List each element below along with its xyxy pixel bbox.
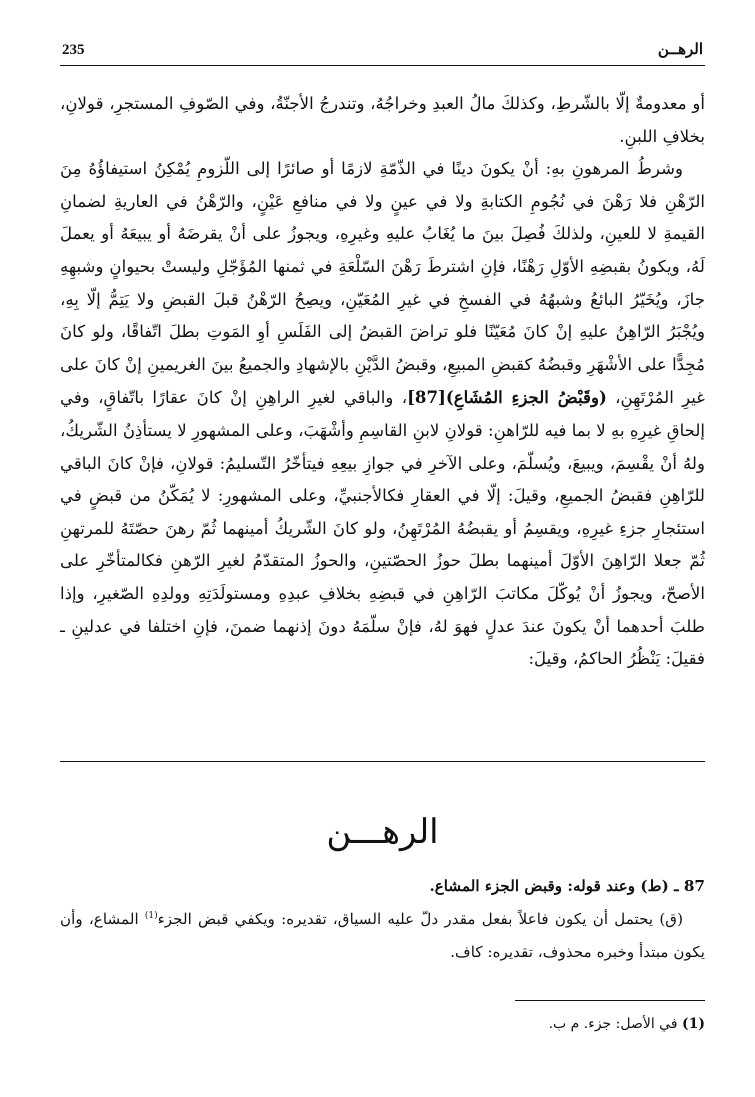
paragraph-2-line-4: يقرضَهُ أو يبيعَهُ أو يعملَ لَهُ، ويكونُ بقبضِهِ الأوّلِ رَهْنًا، فإنِ اشترطَ رَهْنَ السّلْعَةِ في ثمنها	[60, 224, 705, 276]
commentary-body-text: (ق) يحتمل أن يكون فاعلاً بفعل مقدر دلّ عليه السياق، تقديره: ويكفي قبض الجزء	[157, 910, 683, 928]
commentary-title: الرهـــن	[326, 812, 439, 852]
paragraph-1	[60, 88, 705, 153]
paragraph-2-continuation: ، والباقي لغيرِ الراهِنِ إنْ كانَ عقارًا باتّفاقٍ، وفي إلحاقِ غيرِهِ بهِ لا بما فيه للرّاهنِ: قولانِ لابنِ القاسِمِ وأشْهَبَ، وعلى المشهورِ لا يستأذِنُ الشّريكُ، ولهُ أنْ يقْسِمَ، ويبيعَ، ويُسلّمَ، وعلى الآخرِ في جوازِ بيعِهِ فيتأخّرُ التّسليمُ: قولانِ، فإنْ كانَ الباقي للرّاهِنِ فقبضُ الجميعِ، وقيلَ: إلّا في العقارِ فكالأجنبيِّ، وعلى المشهورِ: لا يُمَكّنُ من قبضٍ في استئجارِ جزءِ غيرِهِ، ويقسِمُ أو يقبضُهُ المُرْتَهِنُ، ولو كانَ الشّريكُ أمينهما ثُمّ رهنَ حصّتَهُ للمرتهنِ ثُمّ جعلا الرّاهِنَ الأوّلَ أمينهما بطلَ حوزُ الحصّتينِ، والحوزُ المتقدّمُ لغيرِ الرّهنِ فكالمتأخّرِ على الأصحّ، ويجوزُ أنْ يُوكّلَ مكاتبَ الرّاهِنِ في قبضِهِ بخلافِ عبدِهِ ومستولَدَتِهِ وولدِهِ الصّغيرِ، وإذا طلبَ أحدهما أنْ يكونَ عندَ عدلٍ فهوَ لهُ، فإنْ سلّمَهُ دونَ إذنهما ضمنَ، فإنِ اختلفا في عدلينِ ـ فقيلَ: يَنْظُرُ الحاكمُ، وقيلَ:	[60, 388, 705, 669]
lemma-phrase: (وقَبْضُ الجزءِ المُشَاعِ)	[445, 387, 607, 408]
page-number: 235	[62, 42, 85, 58]
paragraph-1-line-2: المستجرِ، قولانِ، بخلافِ اللبنِ.	[60, 94, 705, 146]
commentary-body	[60, 903, 705, 969]
commentary-entry-label: 87 ـ (ط) وعند قوله: وقبض الجزء المشاع.	[429, 877, 705, 895]
commentary-reference: [87]	[407, 387, 446, 408]
paragraph-2-line-3: العاريةِ لضمانِ القيمةِ لا للعينِ، ولذلكَ فُصِلَ بينَ ما يُغَابُ عليهِ وغيرِهِ، ويجوزُ على أنْ	[60, 191, 705, 244]
footnote-text: في الأصل: جزء. م ب.	[548, 1016, 682, 1032]
commentary-body-continuation: المشاع، وأن يكون مبتدأ وخبره محذوف، تقديره: كاف.	[60, 910, 705, 961]
footnote-rule	[515, 1000, 705, 1001]
section-divider	[60, 761, 705, 762]
paragraph-2-line-1: وشرطُ المرهونِ بهِ: أنْ يكونَ دينًا في الذّمّةِ لازمًا أو صائرًا إلى اللّزومِ يُمْكِنُ	[154, 159, 684, 179]
paragraph-2-line-2: استيفاؤُهُ مِنَ الرّهْنِ فلا رَهْنَ في نُجُومِ الكتابةِ ولا في عينٍ ولا في منافعِ عَيْنٍ، والرّهْنُ في	[60, 159, 705, 211]
paragraph-2-line-5: المُؤَجّلِ وليستْ بحيوانٍ وشبهِهِ جازَ، ويُخَيّرُ البائعُ وشبهُهُ في الفسخِ في غيرِ المُعَيّنِ،	[60, 256, 705, 309]
page-header	[60, 40, 705, 66]
paragraph-2-line-7: القبضُ إلى الفَلَسِ أوِ المَوتِ بطلَ اتّفاقًا، ولو كانَ مُجِدًّا على الأشْهَرِ وقبضُهُ كقبضِ	[60, 322, 705, 374]
commentary-section	[60, 870, 705, 969]
footnote-reference: (1)	[144, 910, 158, 921]
footnote	[60, 1012, 705, 1036]
book-page	[60, 0, 705, 1097]
paragraph-2-line-6: ويصِحُ الرّهْنُ قبلَ القبضِ ولا يَتِمُّ إلّا بِهِ، ويُجْبَرُ الرّاهِنُ عليهِ إنْ كانَ مُعَيّنًا فلو تراضَ	[60, 289, 705, 342]
paragraph-2-line-8: المبيعِ، وقبضُ الدَّيْنِ بالإشهادِ والجميعُ بينَ الغريمينِ إنْ كانَ على غيرِ المُرْتَهِنِ،	[60, 354, 705, 408]
paragraph-1-line-1: أو معدومةٌ إلّا بالشّرطِ، وكذلكَ مالُ العبدِ وخراجُهُ، وتندرجُ الأجنّةُ، وفي الصّوفِ	[179, 94, 705, 113]
paragraph-2	[60, 153, 705, 676]
footnote-marker: (1)	[682, 1016, 705, 1032]
header-rule	[60, 65, 705, 66]
running-title: الرهــن	[657, 40, 703, 58]
main-text	[60, 88, 705, 676]
